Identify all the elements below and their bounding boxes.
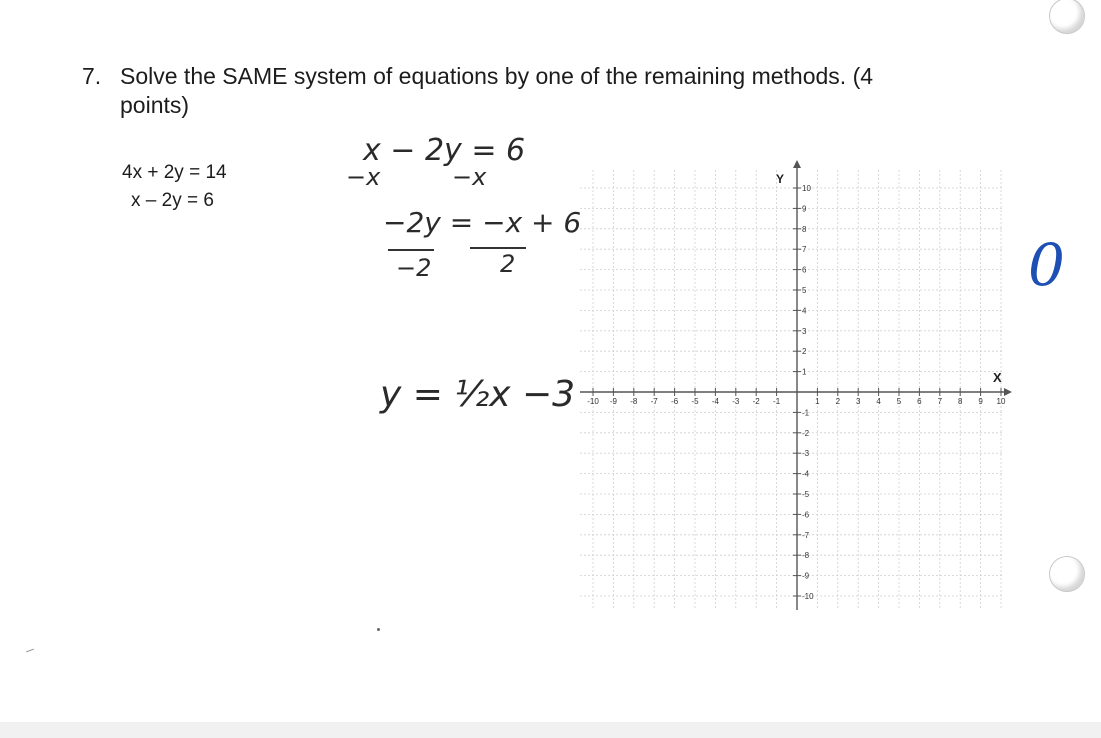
y-axis-label: Y [776, 172, 785, 186]
handwritten-line-3: −2y = −x + 6 [383, 206, 582, 239]
x-tick-label: 7 [937, 397, 943, 406]
x-tick-label: 9 [978, 397, 983, 406]
y-tick-label: -3 [802, 449, 810, 459]
x-tick-label: -5 [691, 397, 699, 406]
handwritten-subtract-right: −x [452, 163, 487, 191]
handwritten-line-1: x − 2y = 6 [363, 133, 526, 168]
y-tick-label: -9 [802, 571, 810, 581]
y-tick-label: 6 [802, 265, 807, 275]
y-tick-label: 10 [802, 184, 811, 193]
x-tick-label: -9 [609, 397, 617, 406]
y-tick-label: 3 [802, 326, 807, 336]
x-tick-label: -3 [732, 397, 740, 406]
y-tick-label: -2 [802, 428, 810, 438]
y-tick-label: -4 [802, 469, 810, 479]
x-tick-label: -6 [671, 397, 679, 406]
handwritten-divisor-right: 2 [500, 250, 516, 278]
y-tick-label: 2 [802, 347, 807, 357]
question-text: Solve the SAME system of equations by one of the remaining methods. (4 points) [120, 63, 874, 118]
equation-1: 4x + 2y = 14 [122, 162, 227, 183]
question-number: 7. [82, 63, 102, 89]
x-tick-label: 6 [917, 397, 922, 406]
x-axis-arrow [1004, 388, 1012, 396]
x-axis-label: X [993, 370, 1002, 385]
x-tick-label: -7 [650, 397, 658, 406]
y-tick-label: 7 [802, 245, 807, 255]
x-tick-label: 3 [855, 397, 861, 406]
y-tick-label: -6 [802, 510, 810, 520]
y-tick-label: -7 [802, 530, 810, 540]
x-tick-label: -10 [587, 397, 599, 406]
grade-mark: 0 [1028, 231, 1065, 299]
handwritten-divisor-left: −2 [396, 254, 432, 282]
y-tick-label: -10 [802, 592, 814, 601]
y-tick-label: -1 [802, 408, 810, 418]
equation-2: x – 2y = 6 [131, 190, 214, 211]
y-tick-label: 8 [802, 224, 807, 234]
grid-lines [580, 170, 1002, 610]
x-tick-label: 10 [996, 397, 1006, 406]
x-tick-label: 1 [815, 397, 820, 406]
x-tick-label: -4 [711, 397, 719, 406]
y-tick-label: 5 [802, 286, 807, 295]
x-tick-label: -2 [752, 397, 760, 406]
x-tick-label: 8 [957, 397, 963, 406]
y-axis-arrow [793, 160, 801, 168]
y-tick-label: -5 [802, 490, 810, 499]
y-tick-label: 9 [802, 204, 807, 214]
y-tick-label: 4 [802, 306, 807, 316]
x-tick-label: 5 [896, 397, 902, 406]
y-tick-label: -8 [802, 551, 810, 561]
x-tick-label: 4 [876, 397, 881, 406]
handwritten-slope-intercept: y = ½x −3 [380, 374, 576, 415]
x-tick-label: 2 [835, 397, 841, 406]
handwritten-subtract-left: −x [346, 163, 381, 191]
x-tick-label: -1 [773, 397, 781, 406]
axes [580, 160, 1012, 610]
x-tick-label: -8 [630, 397, 638, 406]
y-tick-label: 1 [802, 367, 807, 377]
